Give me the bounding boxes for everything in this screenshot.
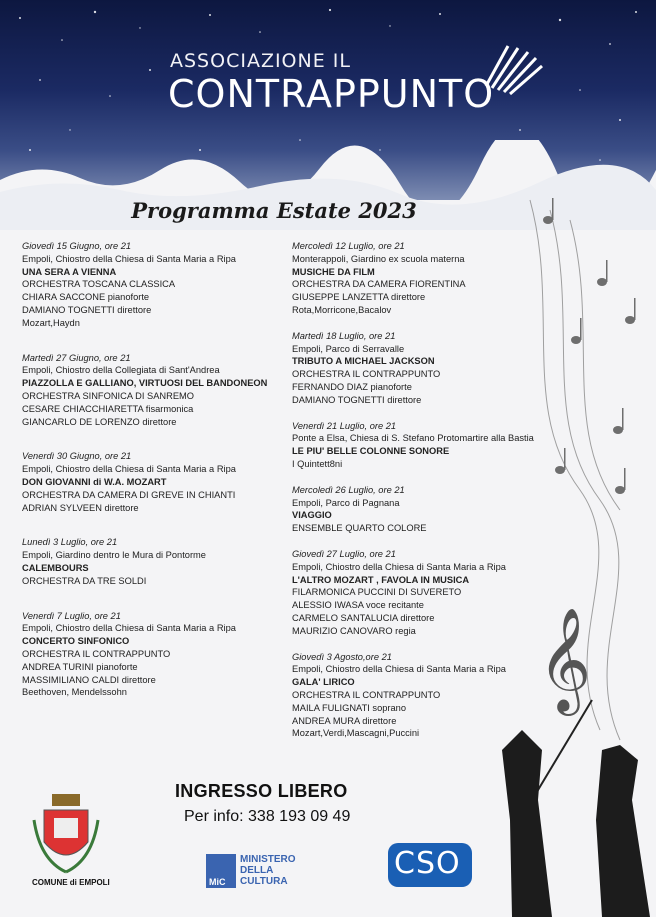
- event-date: Martedì 27 Giugno, ore 21: [22, 352, 131, 363]
- event-item: [292, 330, 562, 407]
- event-title: CALEMBOURS: [22, 562, 89, 573]
- event-date: Venerdì 7 Luglio, ore 21: [22, 610, 121, 621]
- event-line: ORCHESTRA DA TRE SOLDI: [22, 575, 147, 586]
- program-title: Programma Estate 2023: [131, 198, 417, 223]
- event-date: Mercoledì 26 Luglio, ore 21: [292, 484, 405, 495]
- event-title: CONCERTO SINFONICO: [22, 636, 130, 647]
- event-line: DAMIANO TOGNETTI direttore: [292, 394, 422, 405]
- event-line: ANDREA TURINI pianoforte: [22, 661, 138, 672]
- event-place: Empoli, Chiostro della Chiesa di Santa Maria a Ripa: [22, 623, 236, 634]
- cso-logo: [388, 843, 472, 887]
- event-line: Rota,Morricone,Bacalov: [292, 304, 392, 315]
- comune-crest-icon: [30, 790, 104, 876]
- event-line: FERNANDO DIAZ pianoforte: [292, 381, 412, 392]
- event-place: Empoli, Parco di Serravalle: [292, 343, 405, 354]
- events-column-right: [292, 240, 562, 753]
- event-title: PIAZZOLLA E GALLIANO, VIRTUOSI DEL BANDONEON: [22, 378, 268, 389]
- event-line: Mozart,Verdi,Mascagni,Puccini: [292, 728, 420, 739]
- event-date: Venerdì 30 Giugno, ore 21: [22, 451, 132, 462]
- event-item: [22, 536, 284, 587]
- event-item: [292, 240, 562, 317]
- event-title: DON GIOVANNI di W.A. MOZART: [22, 476, 167, 487]
- event-line: MASSIMILIANO CALDI direttore: [22, 674, 156, 685]
- event-title: LE PIU' BELLE COLONNE SONORE: [292, 446, 450, 457]
- event-place: Ponte a Elsa, Chiesa di S. Stefano Protomartire alla Bastia: [292, 433, 534, 444]
- event-line: Beethoven, Mendelssohn: [22, 687, 127, 698]
- event-item: [22, 352, 284, 429]
- event-date: Giovedì 27 Luglio, ore 21: [292, 548, 396, 559]
- event-line: Mozart,Haydn: [22, 317, 80, 328]
- event-title: L'ALTRO MOZART , FAVOLA IN MUSICA: [292, 574, 470, 585]
- event-date: Martedì 18 Luglio, ore 21: [292, 330, 396, 341]
- event-line: FILARMONICA PUCCINI DI SUVERETO: [292, 587, 462, 598]
- event-line: ENSEMBLE QUARTO COLORE: [292, 523, 427, 534]
- event-item: [22, 240, 284, 330]
- event-line: ORCHESTRA IL CONTRAPPUNTO: [292, 689, 441, 700]
- event-place: Empoli, Chiostro della Chiesa di Santa Maria a Ripa: [292, 664, 506, 675]
- event-line: ADRIAN SYLVEEN direttore: [22, 502, 139, 513]
- event-line: GIUSEPPE LANZETTA direttore: [292, 292, 426, 303]
- svg-text:𝄞: 𝄞: [538, 607, 592, 712]
- event-line: ANDREA MURA direttore: [292, 715, 397, 726]
- event-date: Venerdì 21 Luglio, ore 21: [292, 420, 397, 431]
- ministero-line: DELLA: [240, 865, 274, 876]
- event-title: GALA' LIRICO: [292, 677, 355, 688]
- event-line: ORCHESTRA SINFONICA DI SANREMO: [22, 390, 195, 401]
- event-line: MAILA FULIGNATI soprano: [292, 702, 407, 713]
- event-line: ALESSIO IWASA voce recitante: [292, 600, 424, 611]
- event-date: Lunedì 3 Luglio, ore 21: [22, 537, 118, 548]
- event-title: TRIBUTO A MICHAEL JACKSON: [292, 356, 435, 367]
- event-place: Empoli, Chiostro della Chiesa di Santa Maria a Ripa: [22, 253, 236, 264]
- event-item: [292, 484, 562, 535]
- event-title: VIAGGIO: [292, 510, 332, 521]
- event-place: Empoli, Parco di Pagnana: [292, 497, 400, 508]
- event-line: ORCHESTRA IL CONTRAPPUNTO: [22, 648, 171, 659]
- event-line: ORCHESTRA IL CONTRAPPUNTO: [292, 369, 441, 380]
- info-phone: Per info: 338 193 09 49: [184, 808, 351, 825]
- conductor-hands-icon: [492, 690, 656, 917]
- event-date: Giovedì 3 Agosto,ore 21: [292, 651, 392, 662]
- ministero-line: CULTURA: [240, 876, 288, 887]
- events-column-left: [22, 240, 284, 721]
- event-date: Mercoledì 12 Luglio, ore 21: [292, 241, 405, 251]
- ministero-logo: [206, 854, 310, 890]
- event-date: Giovedì 15 Giugno, ore 21: [22, 241, 132, 251]
- event-line: GIANCARLO DE LORENZO direttore: [22, 416, 177, 427]
- comune-label: COMUNE di EMPOLI: [32, 878, 110, 887]
- ministero-line: MINISTERO: [240, 854, 296, 865]
- event-line: CHIARA SACCONE pianoforte: [22, 292, 150, 303]
- event-item: [22, 610, 284, 700]
- event-item: [22, 450, 284, 514]
- piano-keys-icon: [478, 36, 550, 96]
- free-entry-label: INGRESSO LIBERO: [175, 781, 348, 801]
- mic-abbr: MiC: [209, 877, 226, 887]
- event-line: ORCHESTRA DA CAMERA DI GREVE IN CHIANTI: [22, 489, 236, 500]
- ministero-text: [240, 854, 296, 887]
- event-item: [292, 548, 562, 638]
- event-place: Empoli, Chiostro della Collegiata di Sant'Andrea: [22, 365, 220, 376]
- brand-title: CONTRAPPUNTO: [168, 72, 495, 116]
- event-place: Empoli, Chiostro della Chiesa di Santa Maria a Ripa: [292, 561, 506, 572]
- brand-subtitle: ASSOCIAZIONE IL: [170, 50, 351, 72]
- cso-text: CSO: [394, 846, 461, 881]
- event-place: Empoli, Chiostro della Chiesa di Santa Maria a Ripa: [22, 464, 236, 475]
- event-line: I Quintett8ni: [292, 458, 343, 469]
- event-line: ORCHESTRA DA CAMERA FIORENTINA: [292, 279, 466, 290]
- event-item: [292, 420, 562, 471]
- event-line: ORCHESTRA TOSCANA CLASSICA: [22, 279, 176, 290]
- event-line: CARMELO SANTALUCIA direttore: [292, 612, 435, 623]
- mic-badge: [206, 854, 236, 888]
- event-title: MUSICHE DA FILM: [292, 266, 375, 277]
- event-place: Monterappoli, Giardino ex scuola materna: [292, 253, 465, 264]
- event-line: MAURIZIO CANOVARO regia: [292, 625, 416, 636]
- event-line: CESARE CHIACCHIARETTA fisarmonica: [22, 403, 194, 414]
- event-title: UNA SERA A VIENNA: [22, 266, 117, 277]
- event-line: DAMIANO TOGNETTI direttore: [22, 304, 152, 315]
- event-place: Empoli, Giardino dentro le Mura di Pontorme: [22, 550, 206, 561]
